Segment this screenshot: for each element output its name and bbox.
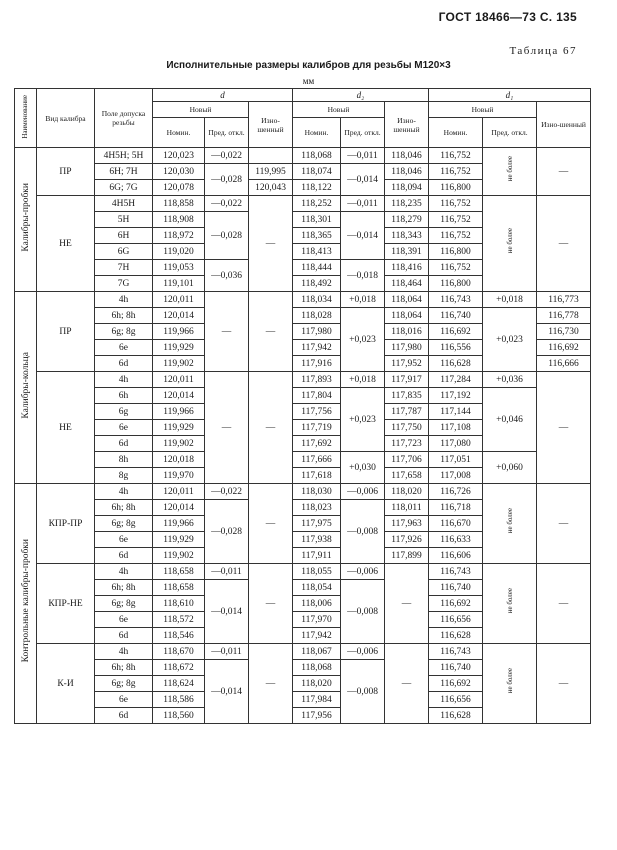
value-cell: 117,051 xyxy=(429,452,483,468)
value-cell: 118,658 xyxy=(153,564,205,580)
dash-cell: — xyxy=(537,148,591,196)
value-cell: 118,074 xyxy=(293,164,341,180)
value-cell: 117,980 xyxy=(385,340,429,356)
tolerance-cell: 6G xyxy=(95,244,153,260)
value-cell: 116,752 xyxy=(429,164,483,180)
tolerance-cell: 6e xyxy=(95,692,153,708)
value-cell: 117,706 xyxy=(385,452,429,468)
value-cell: 119,101 xyxy=(153,276,205,292)
value-cell: 118,492 xyxy=(293,276,341,292)
deviation-cell: —0,014 xyxy=(341,212,385,260)
value-cell: 117,787 xyxy=(385,404,429,420)
value-cell: 116,692 xyxy=(537,340,591,356)
value-cell: 117,952 xyxy=(385,356,429,372)
tolerance-cell: 6e xyxy=(95,340,153,356)
deviation-cell: +0,018 xyxy=(483,292,537,308)
deviation-cell: +0,030 xyxy=(341,452,385,484)
tolerance-cell: 6d xyxy=(95,708,153,724)
deviation-cell: —0,022 xyxy=(205,484,249,500)
deviation-cell: —0,028 xyxy=(205,212,249,260)
header-name: Наименование xyxy=(15,89,37,148)
tolerance-cell: 8g xyxy=(95,468,153,484)
tolerance-cell: 4H5H; 5H xyxy=(95,148,153,164)
value-cell: 119,902 xyxy=(153,356,205,372)
value-cell: 118,068 xyxy=(293,148,341,164)
value-cell: 120,011 xyxy=(153,292,205,308)
deviation-cell: —0,018 xyxy=(341,260,385,292)
value-cell xyxy=(249,148,293,164)
dash-cell: — xyxy=(249,292,293,372)
gauge-pr: ПР xyxy=(37,148,95,196)
tolerance-cell: 7H xyxy=(95,260,153,276)
deviation-cell: +0,018 xyxy=(341,292,385,308)
value-cell: 120,078 xyxy=(153,180,205,196)
value-cell: 117,658 xyxy=(385,468,429,484)
header-deviation: Пред. откл. xyxy=(341,118,385,148)
tolerance-cell: 4h xyxy=(95,372,153,388)
value-cell: 117,970 xyxy=(293,612,341,628)
header-new: Новый xyxy=(153,102,249,118)
header-nominal: Номин. xyxy=(293,118,341,148)
value-cell: 117,723 xyxy=(385,436,429,452)
value-cell: 118,546 xyxy=(153,628,205,644)
dash-cell: — xyxy=(537,564,591,644)
value-cell: 120,014 xyxy=(153,388,205,404)
tolerance-cell: 6H; 7H xyxy=(95,164,153,180)
value-cell: 116,628 xyxy=(429,628,483,644)
value-cell: 118,094 xyxy=(385,180,429,196)
value-cell: 116,670 xyxy=(429,516,483,532)
value-cell: 119,020 xyxy=(153,244,205,260)
value-cell: 116,656 xyxy=(429,612,483,628)
value-cell: 117,284 xyxy=(429,372,483,388)
value-cell: 118,122 xyxy=(293,180,341,196)
value-cell: 116,633 xyxy=(429,532,483,548)
header-deviation: Пред. откл. xyxy=(483,118,537,148)
tolerance-cell: 6e xyxy=(95,612,153,628)
dash-cell: — xyxy=(537,644,591,724)
group-control-plug-gauges: Контрольные калибры-пробки xyxy=(15,484,37,724)
tolerance-cell: 6G; 7G xyxy=(95,180,153,196)
tolerance-cell: 6g; 8g xyxy=(95,324,153,340)
header-gauge-type: Вид калибра xyxy=(37,89,95,148)
gauge-k-i: К-И xyxy=(37,644,95,724)
value-cell: 118,020 xyxy=(293,676,341,692)
header-d1: d₁ xyxy=(429,89,591,102)
value-cell: 116,656 xyxy=(429,692,483,708)
value-cell: 118,365 xyxy=(293,228,341,244)
deviation-cell: +0,060 xyxy=(483,452,537,484)
header-d2: d₂ xyxy=(293,89,429,102)
value-cell: 120,018 xyxy=(153,452,205,468)
value-cell: 120,030 xyxy=(153,164,205,180)
value-cell: 120,011 xyxy=(153,372,205,388)
value-cell: 119,970 xyxy=(153,468,205,484)
value-cell: 120,011 xyxy=(153,484,205,500)
tolerance-cell: 6g; 8g xyxy=(95,676,153,692)
value-cell: 116,692 xyxy=(429,324,483,340)
header-d: d xyxy=(153,89,293,102)
deviation-cell: +0,023 xyxy=(341,388,385,452)
value-cell: 117,926 xyxy=(385,532,429,548)
value-cell: 118,658 xyxy=(153,580,205,596)
value-cell: 119,929 xyxy=(153,340,205,356)
gauge-kpr-ne: КПР-НЕ xyxy=(37,564,95,644)
value-cell: 117,835 xyxy=(385,388,429,404)
value-cell: 119,929 xyxy=(153,420,205,436)
value-cell: 118,054 xyxy=(293,580,341,596)
deviation-cell: —0,028 xyxy=(205,164,249,196)
table-row xyxy=(15,372,591,388)
value-cell: 119,966 xyxy=(153,404,205,420)
value-cell: 116,743 xyxy=(429,644,483,660)
deviation-cell: —0,036 xyxy=(205,260,249,292)
value-cell: 116,740 xyxy=(429,308,483,324)
value-cell: 118,068 xyxy=(293,660,341,676)
table-row xyxy=(15,148,591,164)
value-cell: 116,556 xyxy=(429,340,483,356)
deviation-cell: +0,023 xyxy=(483,308,537,372)
deviation-cell: —0,006 xyxy=(341,484,385,500)
value-cell: 119,902 xyxy=(153,436,205,452)
value-cell: 117,899 xyxy=(385,548,429,564)
deviation-cell: —0,014 xyxy=(205,580,249,644)
value-cell: 118,560 xyxy=(153,708,205,724)
dash-cell: — xyxy=(385,644,429,724)
deviation-cell: —0,011 xyxy=(205,564,249,580)
deviation-cell: —0,028 xyxy=(205,500,249,564)
value-cell: 116,718 xyxy=(429,500,483,516)
value-cell: 117,692 xyxy=(293,436,341,452)
not-more-note: не более xyxy=(483,644,537,724)
tolerance-cell: 5H xyxy=(95,212,153,228)
value-cell: 117,980 xyxy=(293,324,341,340)
value-cell: 116,730 xyxy=(537,324,591,340)
table-header xyxy=(15,89,591,148)
value-cell: 118,464 xyxy=(385,276,429,292)
value-cell: 116,800 xyxy=(429,180,483,196)
value-cell: 116,752 xyxy=(429,228,483,244)
deviation-cell: +0,036 xyxy=(483,372,537,388)
value-cell: 116,740 xyxy=(429,660,483,676)
unit-label: мм xyxy=(302,76,315,86)
dash-cell: — xyxy=(249,372,293,484)
value-cell: 118,028 xyxy=(293,308,341,324)
gauge-ne: НЕ xyxy=(37,372,95,484)
value-cell: 117,893 xyxy=(293,372,341,388)
dash-cell: — xyxy=(249,644,293,724)
tolerance-cell: 4H5H xyxy=(95,196,153,212)
value-cell: 118,279 xyxy=(385,212,429,228)
tolerance-cell: 6h; 8h xyxy=(95,308,153,324)
value-cell: 116,778 xyxy=(537,308,591,324)
value-cell: 118,252 xyxy=(293,196,341,212)
tolerance-cell: 6d xyxy=(95,436,153,452)
value-cell: 118,235 xyxy=(385,196,429,212)
not-more-note: не более xyxy=(483,484,537,564)
group-plug-gauges: Калибры-пробки xyxy=(15,148,37,292)
value-cell: 116,743 xyxy=(429,292,483,308)
value-cell: 118,858 xyxy=(153,196,205,212)
value-cell: 116,752 xyxy=(429,212,483,228)
value-cell: 116,800 xyxy=(429,244,483,260)
tolerance-cell: 6h; 8h xyxy=(95,660,153,676)
tolerance-cell: 6H xyxy=(95,228,153,244)
value-cell: 116,752 xyxy=(429,196,483,212)
table-row xyxy=(15,484,591,500)
value-cell: 119,966 xyxy=(153,516,205,532)
value-cell: 116,606 xyxy=(429,548,483,564)
value-cell: 117,938 xyxy=(293,532,341,548)
value-cell: 116,773 xyxy=(537,292,591,308)
gauge-pr: ПР xyxy=(37,292,95,372)
value-cell: 118,624 xyxy=(153,676,205,692)
value-cell: 118,064 xyxy=(385,308,429,324)
value-cell: 118,343 xyxy=(385,228,429,244)
gauge-kpr-pr: КПР-ПР xyxy=(37,484,95,564)
value-cell: 118,610 xyxy=(153,596,205,612)
header-nominal: Номин. xyxy=(153,118,205,148)
value-cell: 116,800 xyxy=(429,276,483,292)
tolerance-cell: 6g; 8g xyxy=(95,516,153,532)
value-cell: 118,413 xyxy=(293,244,341,260)
deviation-cell: —0,008 xyxy=(341,660,385,724)
not-more-note: не более xyxy=(483,564,537,644)
value-cell: 117,756 xyxy=(293,404,341,420)
dash-cell: — xyxy=(249,196,293,292)
value-cell: 117,719 xyxy=(293,420,341,436)
value-cell: 118,672 xyxy=(153,660,205,676)
deviation-cell: +0,046 xyxy=(483,388,537,452)
table-row xyxy=(15,452,591,468)
value-cell: 119,929 xyxy=(153,532,205,548)
dash-cell: — xyxy=(537,484,591,564)
value-cell: 118,444 xyxy=(293,260,341,276)
deviation-cell: —0,022 xyxy=(205,148,249,164)
deviation-cell: —0,011 xyxy=(205,644,249,660)
header-new: Новый xyxy=(429,102,537,118)
not-more-note: не более xyxy=(483,148,537,196)
header-worn: Изно-шенный xyxy=(537,102,591,148)
table-row xyxy=(15,388,591,404)
value-cell: 119,966 xyxy=(153,324,205,340)
value-cell: 118,586 xyxy=(153,692,205,708)
value-cell: 116,752 xyxy=(429,260,483,276)
deviation-cell: —0,008 xyxy=(341,580,385,644)
value-cell: 118,020 xyxy=(385,484,429,500)
tolerance-cell: 6d xyxy=(95,548,153,564)
value-cell: 119,995 xyxy=(249,164,293,180)
header-worn: Изно-шенный xyxy=(385,102,429,148)
value-cell: 118,416 xyxy=(385,260,429,276)
value-cell: 117,618 xyxy=(293,468,341,484)
dash-cell: — xyxy=(537,196,591,292)
value-cell: 118,908 xyxy=(153,212,205,228)
not-more-note: не более xyxy=(483,196,537,292)
dash-cell: — xyxy=(537,372,591,484)
value-cell: 117,916 xyxy=(293,356,341,372)
dash-cell: — xyxy=(205,292,249,372)
value-cell: 118,301 xyxy=(293,212,341,228)
deviation-cell: —0,011 xyxy=(341,196,385,212)
value-cell: 117,750 xyxy=(385,420,429,436)
tolerance-cell: 6d xyxy=(95,628,153,644)
value-cell: 117,963 xyxy=(385,516,429,532)
deviation-cell: —0,006 xyxy=(341,644,385,660)
deviation-cell: +0,023 xyxy=(341,308,385,372)
value-cell: 117,666 xyxy=(293,452,341,468)
value-cell: 118,064 xyxy=(385,292,429,308)
header-nominal: Номин. xyxy=(429,118,483,148)
value-cell: 118,067 xyxy=(293,644,341,660)
table-number: Таблица 67 xyxy=(509,45,577,57)
tolerance-cell: 6e xyxy=(95,420,153,436)
value-cell: 118,972 xyxy=(153,228,205,244)
deviation-cell: —0,006 xyxy=(341,564,385,580)
value-cell: 117,984 xyxy=(293,692,341,708)
value-cell: 117,975 xyxy=(293,516,341,532)
tolerance-cell: 6d xyxy=(95,356,153,372)
value-cell: 117,108 xyxy=(429,420,483,436)
value-cell: 116,692 xyxy=(429,676,483,692)
deviation-cell: —0,022 xyxy=(205,196,249,212)
value-cell: 118,016 xyxy=(385,324,429,340)
deviation-cell: —0,008 xyxy=(341,500,385,564)
table-row xyxy=(15,292,591,308)
tolerance-cell: 6g; 8g xyxy=(95,596,153,612)
value-cell: 118,030 xyxy=(293,484,341,500)
tolerance-cell: 8h xyxy=(95,452,153,468)
table-body xyxy=(15,148,591,724)
tolerance-cell: 6g xyxy=(95,404,153,420)
value-cell: 118,572 xyxy=(153,612,205,628)
value-cell: 116,743 xyxy=(429,564,483,580)
value-cell: 116,740 xyxy=(429,580,483,596)
value-cell: 117,804 xyxy=(293,388,341,404)
tolerance-cell: 6h xyxy=(95,388,153,404)
header-deviation: Пред. откл. xyxy=(205,118,249,148)
table-row xyxy=(15,564,591,580)
value-cell: 117,956 xyxy=(293,708,341,724)
dash-cell: — xyxy=(249,484,293,564)
tolerance-cell: 4h xyxy=(95,644,153,660)
tolerance-cell: 6h; 8h xyxy=(95,500,153,516)
table-row xyxy=(15,644,591,660)
value-cell: 120,014 xyxy=(153,308,205,324)
group-ring-gauges: Калибры-кольца xyxy=(15,292,37,484)
header-tolerance-field: Поле допуска резьбы xyxy=(95,89,153,148)
deviation-cell: +0,018 xyxy=(341,372,385,388)
value-cell: 116,628 xyxy=(429,708,483,724)
gauge-dimensions-table xyxy=(14,88,591,724)
value-cell: 116,726 xyxy=(429,484,483,500)
value-cell: 116,628 xyxy=(429,356,483,372)
value-cell: 120,023 xyxy=(153,148,205,164)
value-cell: 118,023 xyxy=(293,500,341,516)
value-cell: 116,666 xyxy=(537,356,591,372)
deviation-cell: —0,014 xyxy=(341,164,385,196)
header-new: Новый xyxy=(293,102,385,118)
deviation-cell: —0,011 xyxy=(341,148,385,164)
value-cell: 117,192 xyxy=(429,388,483,404)
tolerance-cell: 4h xyxy=(95,292,153,308)
value-cell: 118,046 xyxy=(385,148,429,164)
value-cell: 119,902 xyxy=(153,548,205,564)
value-cell: 117,911 xyxy=(293,548,341,564)
table-row xyxy=(15,308,591,324)
value-cell: 118,011 xyxy=(385,500,429,516)
value-cell: 117,942 xyxy=(293,340,341,356)
value-cell: 117,917 xyxy=(385,372,429,388)
value-cell: 117,080 xyxy=(429,436,483,452)
header-worn: Изно-шенный xyxy=(249,102,293,148)
value-cell: 117,144 xyxy=(429,404,483,420)
value-cell: 116,692 xyxy=(429,596,483,612)
value-cell: 116,752 xyxy=(429,148,483,164)
value-cell: 120,014 xyxy=(153,500,205,516)
value-cell: 118,670 xyxy=(153,644,205,660)
gauge-ne: НЕ xyxy=(37,196,95,292)
table-caption: Исполнительные размеры калибров для резьбы М120×3 xyxy=(166,60,451,71)
dash-cell: — xyxy=(249,564,293,644)
dash-cell: — xyxy=(385,564,429,644)
value-cell: 118,034 xyxy=(293,292,341,308)
table-row xyxy=(15,196,591,212)
value-cell: 118,046 xyxy=(385,164,429,180)
value-cell: 118,006 xyxy=(293,596,341,612)
value-cell: 118,391 xyxy=(385,244,429,260)
tolerance-cell: 6e xyxy=(95,532,153,548)
value-cell: 117,942 xyxy=(293,628,341,644)
value-cell: 117,008 xyxy=(429,468,483,484)
tolerance-cell: 4h xyxy=(95,484,153,500)
value-cell: 118,055 xyxy=(293,564,341,580)
tolerance-cell: 7G xyxy=(95,276,153,292)
value-cell: 119,053 xyxy=(153,260,205,276)
deviation-cell: —0,014 xyxy=(205,660,249,724)
dash-cell: — xyxy=(205,372,249,484)
tolerance-cell: 4h xyxy=(95,564,153,580)
value-cell: 120,043 xyxy=(249,180,293,196)
page-header: ГОСТ 18466—73 С. 135 xyxy=(438,10,577,24)
tolerance-cell: 6h; 8h xyxy=(95,580,153,596)
